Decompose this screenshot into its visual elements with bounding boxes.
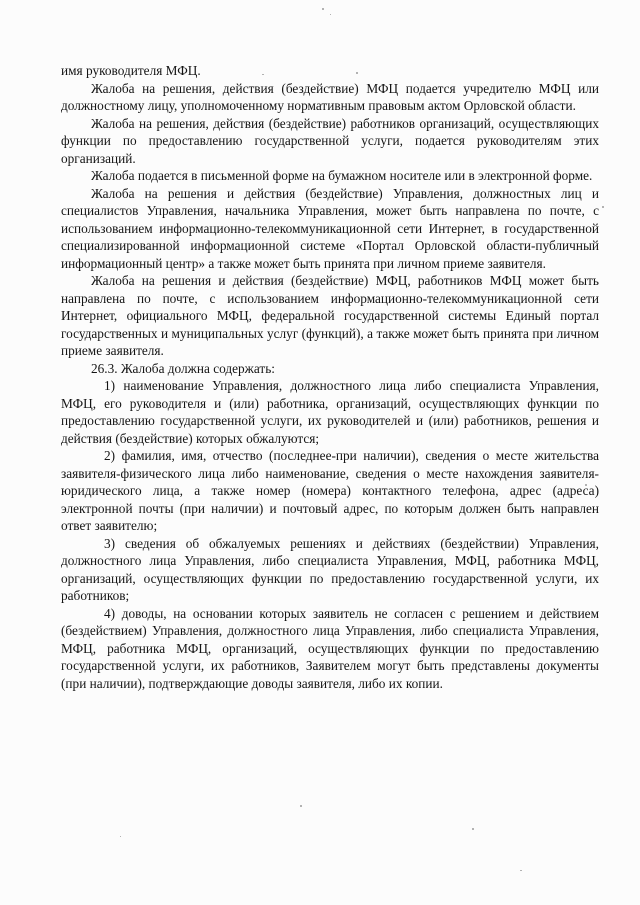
list-item-1: 1) наименование Управления, должностного лица либо специалиста Управления, МФЦ, его руководителя и (или) работника, организаций, осуществляющих функции по предоставлению государственной услуги, их руководителей и (или) работников, решения и действия (бездействие) которых обжалуются; [61,378,599,446]
list-item-4: 4) доводы, на основании которых заявитель не согласен с решением и действием (бездействием) Управления, должностного лица Управления, либо специалиста Управления, МФЦ, работника МФЦ, организаций, осуществляющих функции по предоставлению государственной услуги, их работников, Заявителем могут быть представлены документы (при наличии), подтверждающие доводы заявителя, либо их копии. [61,605,599,691]
scan-speck [322,8,324,10]
paragraph-complaint-form: Жалоба подается в письменной форме на бумажном носителе или в электронной форме. [91,168,593,183]
scan-speck [472,828,474,830]
scan-speck [300,805,302,807]
section-heading-26-3: 26.3. Жалоба должна содержать: [91,360,275,376]
paragraph-complaint-mfc: Жалоба на решения, действия (бездействие) МФЦ подается учредителю МФЦ или должностному лицу, уполномоченному нормативным правовым актом Орловской области. [61,80,599,113]
list-item-3: 3) сведения об обжалуемых решениях и действиях (бездействии) Управления, должностного лица Управления, либо специалиста Управления, МФЦ, работника МФЦ, организаций, осуществляющих функции по предоставлению государственной услуги, их работников; [61,535,599,603]
paragraph-complaint-mfc-channels: Жалоба на решения и действия (бездействие) МФЦ, работников МФЦ может быть направлена по почте, с использованием информационно-телекоммуникационной сети Интернет, официального МФЦ, федеральной государственной системы Единый портал государственных и муниципальных услуг (функций), а также может быть принята при личном приеме заявителя. [61,273,599,358]
paragraph-continuation: имя руководителя МФЦ. [61,63,201,78]
scan-speck [120,836,121,837]
paragraph-complaint-department: Жалоба на решения и действия (бездействие) Управления, должностных лиц и специалистов Управления, начальника Управления, может быть направлена по почте, с использованием информационно-телекоммуникационной сети Интернет, в государственной специализированной информационной системе «Портал Орловской области-публичный информационный центр» а также может быть принята при личном приеме заявителя. [61,185,599,271]
list-item-2: 2) фамилия, имя, отчество (последнее-при наличии), сведения о месте жительства заявителя-физического лица либо наименование, сведения о месте нахождения заявителя-юридического лица, а также номер (номера) контактного телефона, адрес (адреса) электронной почты (при наличии) и почтовый адрес, по которым должен быть направлен ответ заявителю; [61,448,599,533]
paragraph-complaint-organizations: Жалоба на решения, действия (бездействие) работников организаций, осуществляющих функции по предоставлению государственной услуги, подается руководителям этих организаций. [61,115,599,166]
document-body [61,62,599,692]
scan-speck [330,14,331,15]
scan-speck [520,870,522,871]
scan-speck [602,206,604,208]
